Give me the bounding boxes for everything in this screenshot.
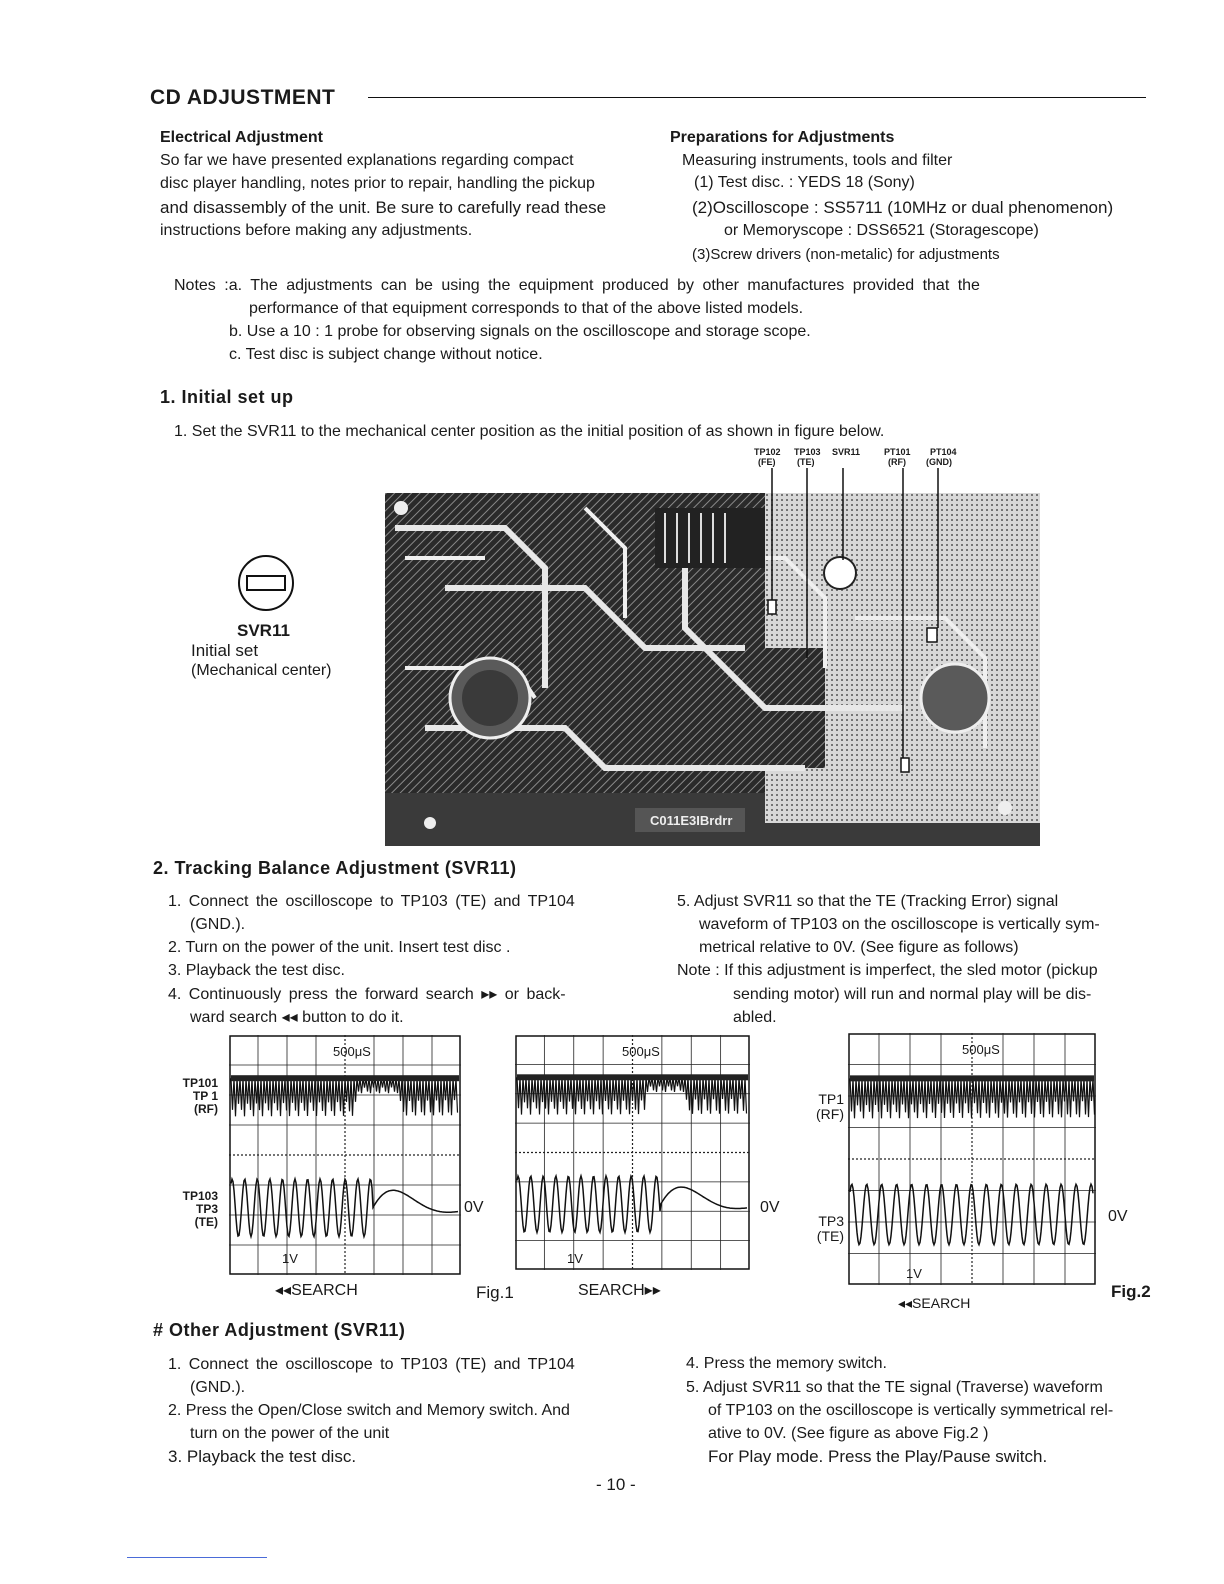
other-right-1: 4. Press the memory switch. (686, 1355, 887, 1372)
s2-right-6: abled. (733, 1009, 777, 1026)
scope2-zero-label: 0V (760, 1199, 780, 1216)
rf-signal-envelope (517, 1074, 748, 1080)
scope1-tp103-label: TP103 (182, 1189, 218, 1203)
section-1-step: 1. Set the SVR11 to the mechanical center position as the initial position of as shown in figure below. (174, 423, 885, 440)
preparations-line-5: (3)Screw drivers (non-metalic) for adjustments (692, 246, 1000, 263)
s2-right-1: 5. Adjust SVR11 so that the TE (Tracking Error) signal (677, 893, 1059, 910)
other-heading: # Other Adjustment (SVR11) (153, 1320, 406, 1340)
other-right-3: of TP103 on the oscilloscope is vertically symmetrical rel- (708, 1402, 1114, 1419)
scope3-search-back: ◂◂SEARCH (898, 1295, 971, 1311)
scope1-tp101-label: TP101 (182, 1076, 218, 1090)
tp103-label: TP103 (794, 447, 821, 457)
svr11-initial-set: Initial set (191, 641, 259, 660)
scope-1-screen (229, 1035, 461, 1275)
s2-right-4: Note : If this adjustment is imperfect, the sled motor (pickup (677, 962, 1098, 979)
s2-left-4: 3. Playback the test disc. (168, 962, 345, 979)
pcb-board-photo (385, 468, 1040, 846)
scope1-tp1-label: TP 1 (192, 1089, 218, 1103)
svr11-board-label: SVR11 (832, 447, 861, 457)
scope1-te-label: (TE) (194, 1215, 218, 1229)
s2-right-2: waveform of TP103 on the oscilloscope is vertically sym- (699, 916, 1100, 933)
scope-3-screen (848, 1033, 1096, 1285)
scope1-tp3-label: TP3 (195, 1202, 218, 1216)
scope3-tp3-label: TP3 (818, 1213, 844, 1229)
note-a-line-2: performance of that equipment corresponds to that of the above listed models. (249, 300, 804, 317)
other-left-2: (GND.). (190, 1379, 246, 1396)
tp103-sub: (TE) (797, 457, 815, 467)
s2-right-3: metrical relative to 0V. (See figure as follows) (699, 939, 1019, 956)
section-2-heading: 2. Tracking Balance Adjustment (SVR11) (153, 858, 517, 878)
preparations-line-2: (1) Test disc. : YEDS 18 (Sony) (694, 174, 915, 191)
section-1-heading: 1. Initial set up (160, 387, 294, 407)
fig2-label: Fig.2 (1111, 1282, 1151, 1301)
electrical-line-1: So far we have presented explanations regarding compact (160, 152, 574, 169)
pt101-sub: (RF) (888, 457, 906, 467)
footer-line (127, 1557, 267, 1558)
electrical-line-2: disc player handling, notes prior to repair, handling the pickup (160, 175, 595, 192)
tp102-label: TP102 (754, 447, 781, 457)
note-b: b. Use a 10 : 1 probe for observing signals on the oscilloscope and storage scope. (229, 323, 811, 340)
preparations-line-3: (2)Oscilloscope : SS5711 (10MHz or dual phenomenon) (692, 198, 1114, 217)
svg-text:C011E3IBrdrr: C011E3IBrdrr (650, 813, 733, 828)
preparations-line-4: or Memoryscope : DSS6521 (Storagescope) (724, 222, 1039, 239)
svr11-name: SVR11 (237, 621, 290, 640)
tp102-sub: (FE) (758, 457, 776, 467)
pt104-label: PT104 (930, 447, 957, 457)
electrical-line-4: instructions before making any adjustments. (160, 222, 473, 239)
note-a-line-1: Notes :a. The adjustments can be using the equipment produced by other manufactures provided that the (174, 277, 980, 294)
electrical-line-3: and disassembly of the unit. Be sure to carefully read these (160, 198, 607, 217)
scope2-volt-div: 1V (567, 1251, 583, 1266)
s2-left-1: 1. Connect the oscilloscope to TP103 (TE) and TP104 (168, 893, 575, 910)
page-title: CD ADJUSTMENT (150, 86, 336, 109)
other-left-4: turn on the power of the unit (190, 1425, 390, 1442)
scope2-search-fwd: SEARCH▸▸ (578, 1282, 661, 1299)
scope1-zero-label: 0V (464, 1199, 484, 1216)
s2-left-5: 4. Continuously press the forward search ▸▸ or back- (168, 986, 566, 1003)
page-number: - 10 - (596, 1475, 636, 1494)
s2-right-5: sending motor) will run and normal play will be dis- (733, 986, 1092, 1003)
fig1-label: Fig.1 (476, 1283, 514, 1302)
preparations-line-1: Measuring instruments, tools and filter (682, 152, 953, 169)
scope3-zero-label: 0V (1108, 1208, 1128, 1225)
s2-left-3: 2. Turn on the power of the unit. Insert test disc . (168, 939, 511, 956)
scope3-te-label: (TE) (816, 1228, 844, 1244)
scope1-rf-label: (RF) (194, 1102, 218, 1116)
title-rule (368, 97, 1146, 98)
scope3-volt-div: 1V (906, 1266, 922, 1281)
other-right-4: ative to 0V. (See figure as above Fig.2 ) (708, 1425, 989, 1442)
electrical-heading: Electrical Adjustment (160, 129, 324, 146)
svr11-symbol-icon (236, 553, 296, 613)
scope-2-screen (515, 1035, 750, 1270)
s2-left-6: ward search ◂◂ button to do it. (190, 1009, 404, 1026)
other-right-5: For Play mode. Press the Play/Pause switch. (708, 1447, 1048, 1466)
scope3-rf-label: (RF) (816, 1106, 844, 1122)
rf-signal-envelope (850, 1075, 1094, 1081)
scope2-time-div: 500μS (622, 1044, 660, 1059)
other-right-2: 5. Adjust SVR11 so that the TE signal (Traverse) waveform (686, 1379, 1103, 1396)
scope3-time-div: 500μS (962, 1042, 1000, 1057)
pt101-label: PT101 (884, 447, 911, 457)
other-left-3: 2. Press the Open/Close switch and Memory switch. And (168, 1402, 570, 1419)
note-c: c. Test disc is subject change without notice. (229, 346, 543, 363)
s2-left-2: (GND.). (190, 916, 246, 933)
other-left-1: 1. Connect the oscilloscope to TP103 (TE) and TP104 (168, 1356, 575, 1373)
svr11-mechanical-center: (Mechanical center) (191, 662, 332, 679)
scope1-volt-div: 1V (282, 1251, 298, 1266)
other-left-5: 3. Playback the test disc. (168, 1447, 357, 1466)
scope3-tp1-label: TP1 (818, 1091, 844, 1107)
scope1-time-div: 500μS (333, 1044, 371, 1059)
scope1-search-back: ◂◂SEARCH (275, 1282, 358, 1299)
rf-signal-envelope (231, 1075, 459, 1081)
pt104-sub: (GND) (926, 457, 952, 467)
preparations-heading: Preparations for Adjustments (670, 129, 895, 146)
